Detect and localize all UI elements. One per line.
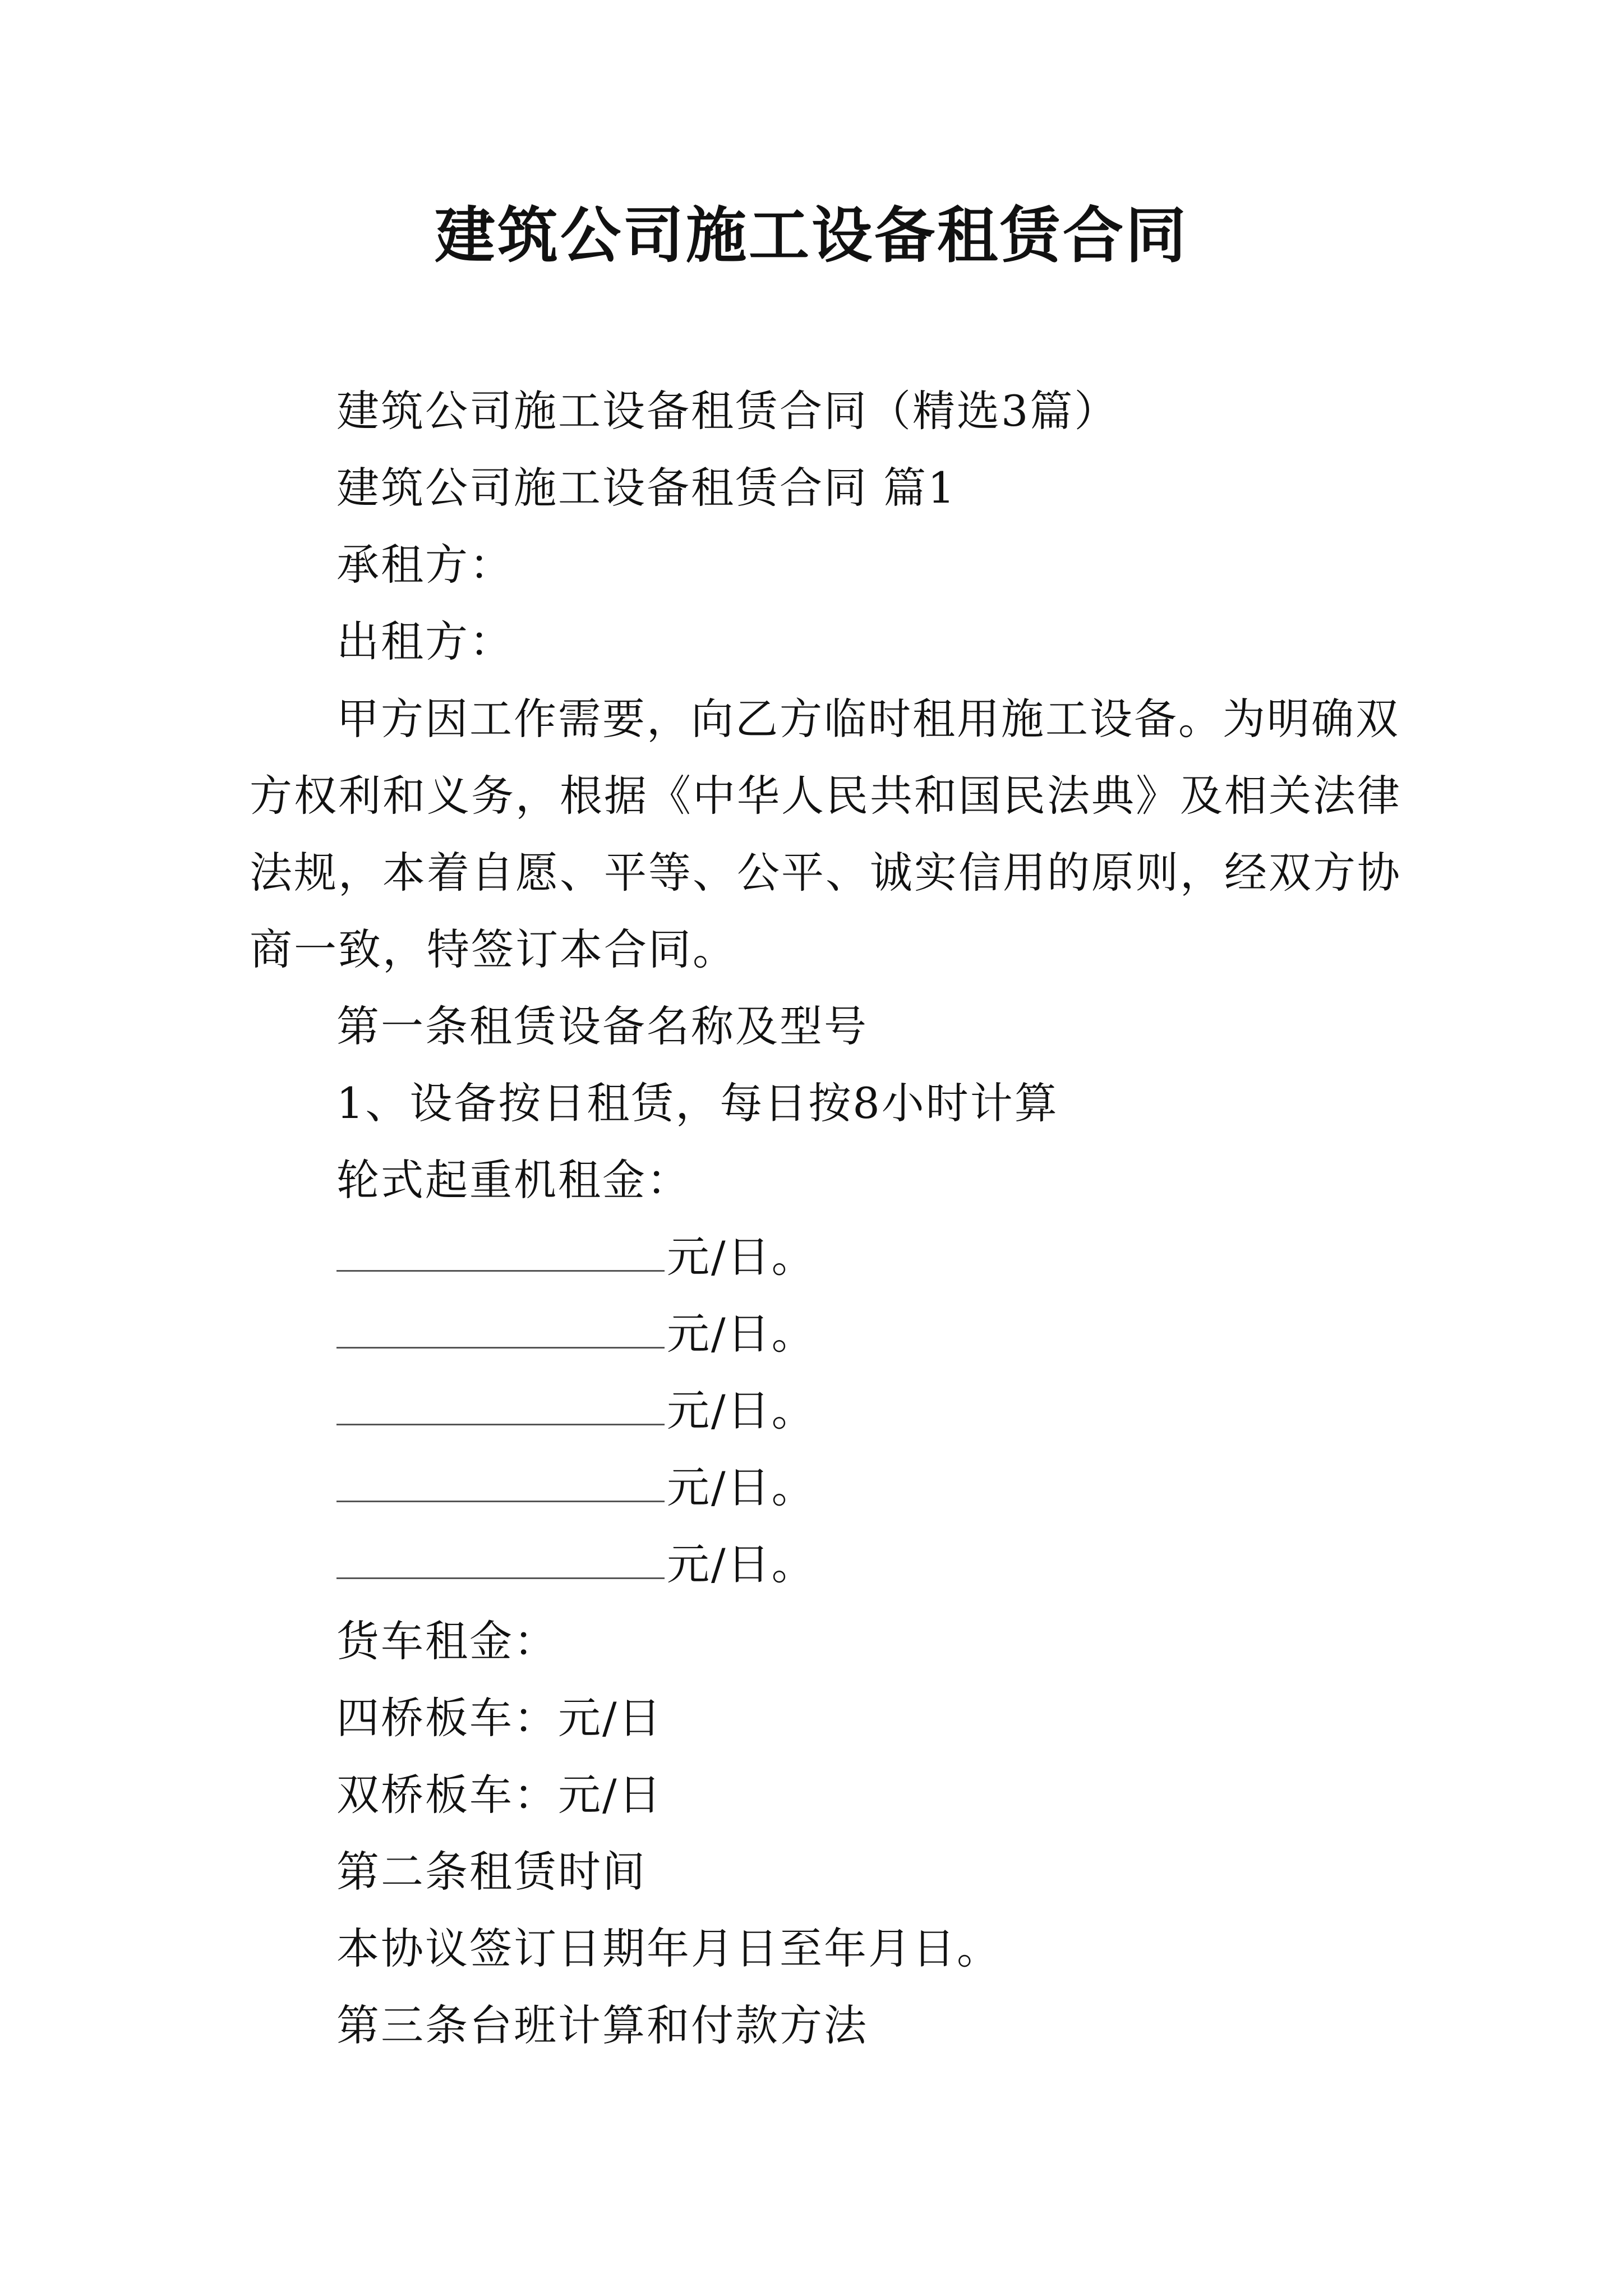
document-title: 建筑公司施工设备租赁合同	[434, 200, 1188, 271]
paragraph-line: 四桥板车：元/日	[336, 1693, 663, 1743]
paragraph-line: 货车租金：	[336, 1616, 558, 1666]
section-heading-line: 建筑公司施工设备租赁合同 篇1	[336, 463, 957, 513]
paragraph-line: 商一致，特签订本合同。	[250, 924, 737, 974]
paragraph-line: 轮式起重机租金：	[336, 1155, 691, 1205]
paragraph-line: 方权利和义务，根据《中华人民共和国民法典》及相关法律	[250, 771, 1401, 821]
lessor-line: 出租方：	[336, 616, 514, 666]
fill-blank	[336, 1384, 665, 1425]
paragraph-line: 法规，本着自愿、平等、公平、诚实信用的原则，经双方协	[250, 848, 1401, 898]
fill-blank	[336, 1461, 665, 1502]
article-heading-line: 第一条租赁设备名称及型号	[336, 1001, 868, 1051]
article-heading-line: 第三条台班计算和付款方法	[336, 2000, 868, 2050]
article-heading-line: 第二条租赁时间	[336, 1847, 647, 1897]
lessee-line: 承租方：	[336, 540, 514, 590]
paragraph-line: 本协议签订日期年月日至年月日。	[336, 1924, 1001, 1973]
rate-line	[336, 1460, 816, 1516]
rate-unit-text: 元/日。	[667, 1539, 816, 1589]
rate-unit-text: 元/日。	[667, 1386, 816, 1435]
paragraph-line: 甲方因工作需要，向乙方临时租用施工设备。为明确双	[336, 694, 1400, 744]
subtitle-line: 建筑公司施工设备租赁合同（精选3篇）	[336, 386, 1119, 436]
fill-blank	[336, 1538, 665, 1579]
fill-blank	[336, 1231, 665, 1272]
paragraph-line: 1、设备按日租赁，每日按8小时计算	[336, 1078, 1059, 1128]
fill-blank	[336, 1308, 665, 1349]
rate-line	[336, 1306, 816, 1362]
rate-unit-text: 元/日。	[667, 1309, 816, 1359]
rate-line	[336, 1229, 816, 1285]
rate-line	[336, 1536, 816, 1593]
rate-unit-text: 元/日。	[667, 1232, 816, 1282]
rate-line	[336, 1383, 816, 1439]
rate-unit-text: 元/日。	[667, 1462, 816, 1512]
paragraph-line: 双桥板车：元/日	[336, 1770, 663, 1820]
